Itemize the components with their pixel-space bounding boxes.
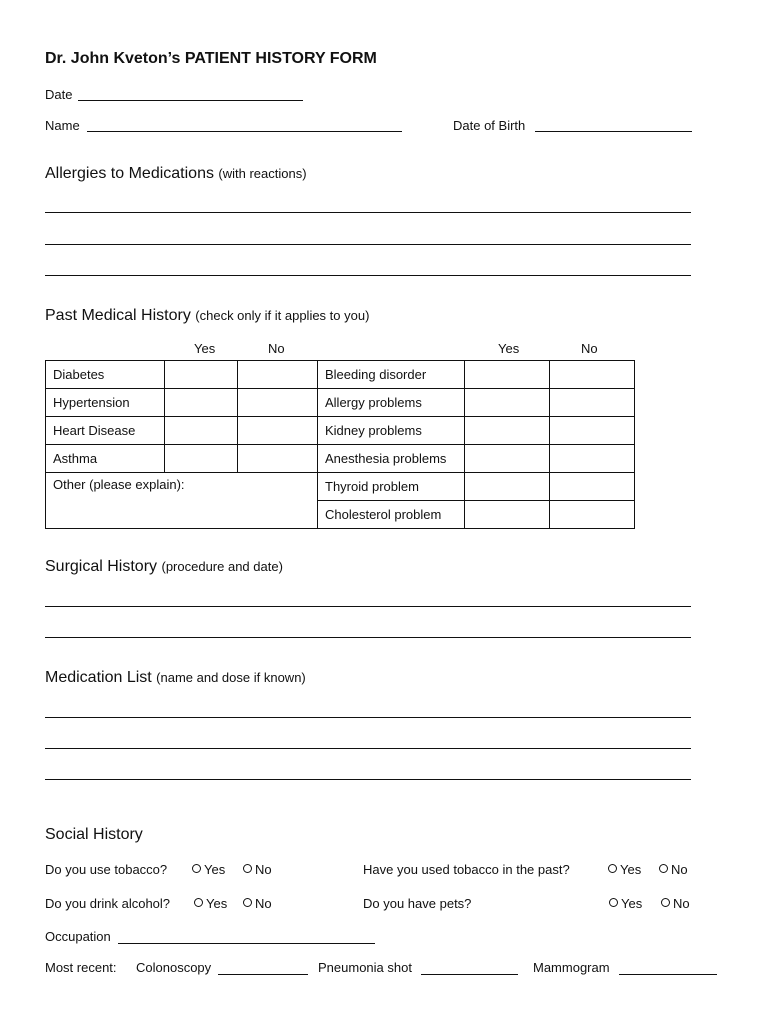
allergies-heading-text: Allergies to Medications	[45, 165, 214, 182]
left-yes-header: Yes	[194, 341, 216, 356]
condition-label: Diabetes	[46, 361, 165, 389]
allergy-no-checkbox[interactable]	[550, 389, 635, 417]
surgical-line-1[interactable]	[45, 606, 691, 607]
condition-label: Bleeding disorder	[318, 361, 465, 389]
condition-label: Hypertension	[46, 389, 165, 417]
allergies-line-2[interactable]	[45, 244, 691, 245]
radio-icon	[661, 898, 670, 907]
alcohol-question: Do you drink alcohol?	[45, 896, 171, 911]
condition-label: Kidney problems	[318, 417, 465, 445]
tobacco-question: Do you use tobacco?	[45, 862, 168, 877]
right-no-header: No	[581, 341, 598, 356]
cholesterol-no-checkbox[interactable]	[550, 501, 635, 529]
radio-icon	[659, 864, 668, 873]
tobacco-no-option[interactable]	[243, 862, 272, 877]
pets-no-option[interactable]	[661, 896, 690, 911]
alcohol-no-option[interactable]	[243, 896, 272, 911]
past-medical-note: (check only if it applies to you)	[195, 308, 370, 323]
thyroid-no-checkbox[interactable]	[550, 473, 635, 501]
mammogram-label: Mammogram	[533, 960, 610, 975]
surgical-note: (procedure and date)	[161, 559, 283, 574]
date-label: Date	[45, 87, 73, 102]
option-label: No	[255, 896, 272, 911]
most-recent-label: Most recent:	[45, 960, 117, 975]
anesthesia-yes-checkbox[interactable]	[465, 445, 550, 473]
radio-icon	[608, 864, 617, 873]
radio-icon	[243, 898, 252, 907]
name-label: Name	[45, 118, 80, 133]
table-row	[46, 417, 635, 445]
condition-label: Cholesterol problem	[318, 501, 465, 529]
heart-disease-no-checkbox[interactable]	[238, 417, 318, 445]
social-heading: Social History	[45, 826, 143, 843]
tobacco-yes-option[interactable]	[192, 862, 225, 877]
allergies-line-3[interactable]	[45, 275, 691, 276]
diabetes-no-checkbox[interactable]	[238, 361, 318, 389]
bleeding-no-checkbox[interactable]	[550, 361, 635, 389]
anesthesia-no-checkbox[interactable]	[550, 445, 635, 473]
dob-label: Date of Birth	[453, 118, 526, 133]
surgical-heading-text: Surgical History	[45, 558, 158, 575]
cholesterol-yes-checkbox[interactable]	[465, 501, 550, 529]
thyroid-yes-checkbox[interactable]	[465, 473, 550, 501]
allergy-yes-checkbox[interactable]	[465, 389, 550, 417]
medication-heading-text: Medication List	[45, 669, 152, 686]
radio-icon	[192, 864, 201, 873]
option-label: Yes	[620, 862, 642, 877]
tobacco-past-question: Have you used tobacco in the past?	[363, 862, 570, 877]
medication-note: (name and dose if known)	[156, 670, 306, 685]
surgical-line-2[interactable]	[45, 637, 691, 638]
name-field[interactable]	[87, 131, 402, 132]
occupation-label: Occupation	[45, 929, 111, 944]
option-label: No	[255, 862, 272, 877]
bleeding-yes-checkbox[interactable]	[465, 361, 550, 389]
table-row	[46, 473, 635, 501]
option-label: No	[671, 862, 688, 877]
form-title: Dr. John Kveton’s PATIENT HISTORY FORM	[45, 50, 377, 67]
tobacco-past-no-option[interactable]	[659, 862, 688, 877]
radio-icon	[243, 864, 252, 873]
allergies-line-1[interactable]	[45, 212, 691, 213]
dob-field[interactable]	[535, 131, 692, 132]
date-field[interactable]	[78, 100, 303, 101]
table-row	[46, 445, 635, 473]
past-medical-table	[45, 360, 635, 529]
table-row	[46, 361, 635, 389]
table-row	[46, 389, 635, 417]
alcohol-yes-option[interactable]	[194, 896, 227, 911]
asthma-yes-checkbox[interactable]	[165, 445, 238, 473]
condition-label: Allergy problems	[318, 389, 465, 417]
occupation-field[interactable]	[118, 943, 375, 944]
condition-label: Anesthesia problems	[318, 445, 465, 473]
condition-label: Thyroid problem	[318, 473, 465, 501]
heart-disease-yes-checkbox[interactable]	[165, 417, 238, 445]
hypertension-no-checkbox[interactable]	[238, 389, 318, 417]
medication-line-2[interactable]	[45, 748, 691, 749]
medication-line-3[interactable]	[45, 779, 691, 780]
allergies-heading	[45, 165, 307, 183]
condition-label: Heart Disease	[46, 417, 165, 445]
hypertension-yes-checkbox[interactable]	[165, 389, 238, 417]
kidney-yes-checkbox[interactable]	[465, 417, 550, 445]
past-medical-heading-text: Past Medical History	[45, 307, 191, 324]
past-medical-heading	[45, 307, 369, 325]
mammogram-field[interactable]	[619, 974, 717, 975]
surgical-heading	[45, 558, 283, 576]
asthma-no-checkbox[interactable]	[238, 445, 318, 473]
diabetes-yes-checkbox[interactable]	[165, 361, 238, 389]
left-no-header: No	[268, 341, 285, 356]
option-label: Yes	[206, 896, 228, 911]
other-label: Other (please explain):	[53, 477, 185, 492]
condition-label: Asthma	[46, 445, 165, 473]
colonoscopy-field[interactable]	[218, 974, 308, 975]
kidney-no-checkbox[interactable]	[550, 417, 635, 445]
option-label: Yes	[204, 862, 226, 877]
right-yes-header: Yes	[498, 341, 520, 356]
pneumonia-field[interactable]	[421, 974, 518, 975]
pets-question: Do you have pets?	[363, 896, 472, 911]
tobacco-past-yes-option[interactable]	[608, 862, 641, 877]
medication-line-1[interactable]	[45, 717, 691, 718]
medication-heading	[45, 669, 306, 687]
other-explain-cell[interactable]	[46, 473, 318, 529]
radio-icon	[194, 898, 203, 907]
colonoscopy-label: Colonoscopy	[136, 960, 212, 975]
option-label: Yes	[621, 896, 643, 911]
pets-yes-option[interactable]	[609, 896, 642, 911]
option-label: No	[673, 896, 690, 911]
pneumonia-label: Pneumonia shot	[318, 960, 412, 975]
allergies-note: (with reactions)	[218, 166, 307, 181]
radio-icon	[609, 898, 618, 907]
